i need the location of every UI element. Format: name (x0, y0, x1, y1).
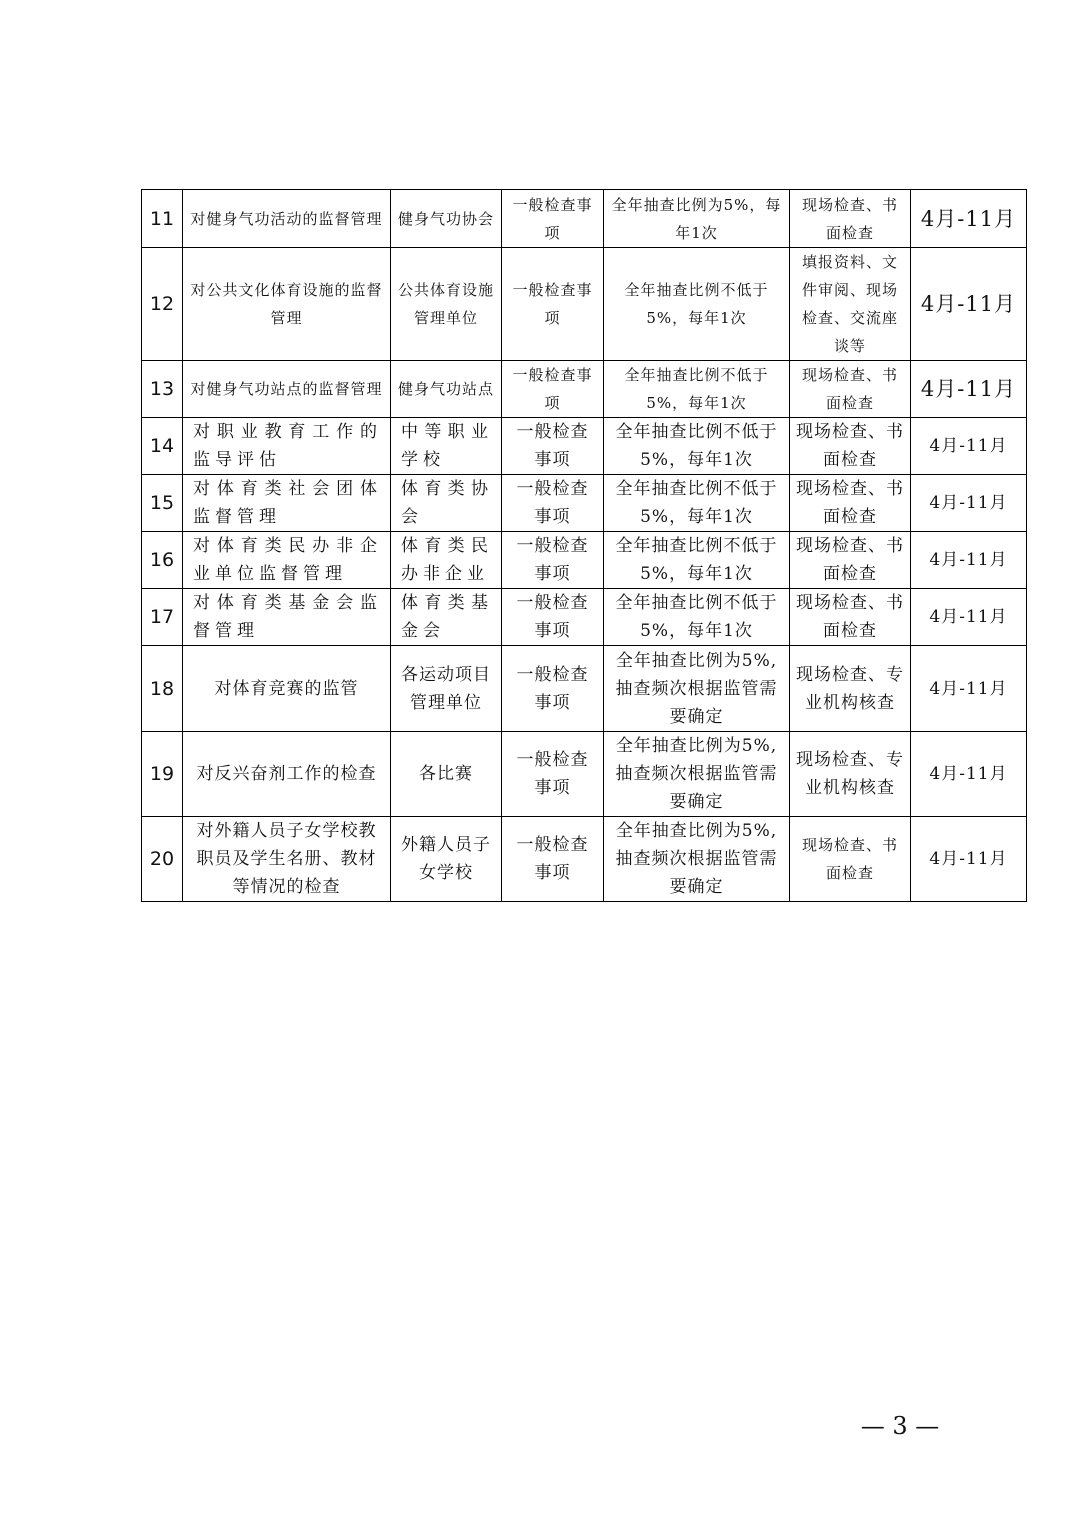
sampling-ratio: 全年抽查比例不低于5%，每年1次 (604, 418, 790, 475)
inspection-target: 外籍人员子女学校 (391, 817, 502, 902)
inspection-time: 4月-11月 (911, 532, 1027, 589)
sampling-ratio: 全年抽查比例为5%,抽查频次根据监管需要确定 (604, 646, 790, 732)
inspection-type: 一般检查事项 (502, 817, 604, 902)
inspection-method: 现场检查、书面检查 (790, 190, 911, 248)
table-row (142, 248, 1027, 361)
inspection-item: 对外籍人员子女学校教职员及学生名册、教材等情况的检查 (183, 817, 391, 902)
inspection-item: 对健身气功活动的监督管理 (183, 190, 391, 248)
inspection-method: 现场检查、书面检查 (790, 589, 911, 646)
sampling-ratio: 全年抽查比例为5%,抽查频次根据监管需要确定 (604, 817, 790, 902)
table-row (142, 361, 1027, 418)
inspection-method: 现场检查、书面检查 (790, 817, 911, 902)
inspection-time: 4月-11月 (911, 190, 1027, 248)
inspection-type: 一般检查事项 (502, 361, 604, 418)
row-number: 11 (142, 190, 183, 248)
row-number: 16 (142, 532, 183, 589)
row-number: 17 (142, 589, 183, 646)
inspection-item: 对职业教育工作的监导评估 (183, 418, 391, 475)
inspection-target: 各运动项目管理单位 (391, 646, 502, 732)
row-number: 14 (142, 418, 183, 475)
inspection-method: 现场检查、专业机构核查 (790, 646, 911, 732)
inspection-time: 4月-11月 (911, 732, 1027, 817)
row-number: 20 (142, 817, 183, 902)
table-row (142, 475, 1027, 532)
inspection-target: 各比赛 (391, 732, 502, 817)
table-row (142, 190, 1027, 248)
inspection-item: 对健身气功站点的监督管理 (183, 361, 391, 418)
inspection-item: 对体育竞赛的监管 (183, 646, 391, 732)
inspection-method: 现场检查、书面检查 (790, 532, 911, 589)
table-row (142, 817, 1027, 902)
row-number: 13 (142, 361, 183, 418)
inspection-table (141, 189, 1027, 902)
inspection-item: 对体育类社会团体监督管理 (183, 475, 391, 532)
row-number: 15 (142, 475, 183, 532)
inspection-item: 对反兴奋剂工作的检查 (183, 732, 391, 817)
inspection-type: 一般检查事项 (502, 732, 604, 817)
inspection-time: 4月-11月 (911, 589, 1027, 646)
inspection-type: 一般检查事项 (502, 589, 604, 646)
table-row (142, 589, 1027, 646)
sampling-ratio: 全年抽查比例为5%,抽查频次根据监管需要确定 (604, 732, 790, 817)
inspection-method: 现场检查、专业机构核查 (790, 732, 911, 817)
inspection-item: 对体育类基金会监督管理 (183, 589, 391, 646)
sampling-ratio: 全年抽查比例不低于5%，每年1次 (604, 475, 790, 532)
sampling-ratio: 全年抽查比例不低于5%，每年1次 (604, 589, 790, 646)
inspection-target: 体育类民办非企业 (391, 532, 502, 589)
sampling-ratio: 全年抽查比例不低于5%，每年1次 (604, 361, 790, 418)
sampling-ratio: 全年抽查比例不低于5%，每年1次 (604, 248, 790, 361)
inspection-method: 现场检查、书面检查 (790, 418, 911, 475)
inspection-method: 现场检查、书面检查 (790, 475, 911, 532)
inspection-time: 4月-11月 (911, 646, 1027, 732)
row-number: 18 (142, 646, 183, 732)
sampling-ratio: 全年抽查比例为5%，每年1次 (604, 190, 790, 248)
inspection-type: 一般检查事项 (502, 646, 604, 732)
inspection-item: 对体育类民办非企业单位监督管理 (183, 532, 391, 589)
inspection-time: 4月-11月 (911, 361, 1027, 418)
row-number: 12 (142, 248, 183, 361)
table-row (142, 732, 1027, 817)
inspection-target: 健身气功站点 (391, 361, 502, 418)
inspection-method: 填报资料、文件审阅、现场检查、交流座谈等 (790, 248, 911, 361)
table-row (142, 418, 1027, 475)
inspection-target: 中等职业学校 (391, 418, 502, 475)
inspection-target: 健身气功协会 (391, 190, 502, 248)
inspection-target: 体育类协会 (391, 475, 502, 532)
inspection-type: 一般检查事项 (502, 475, 604, 532)
inspection-method: 现场检查、书面检查 (790, 361, 911, 418)
page-number: — 3 — (860, 1412, 940, 1440)
inspection-type: 一般检查事项 (502, 248, 604, 361)
table-row (142, 646, 1027, 732)
inspection-time: 4月-11月 (911, 817, 1027, 902)
inspection-time: 4月-11月 (911, 418, 1027, 475)
table-row (142, 532, 1027, 589)
inspection-target: 公共体育设施管理单位 (391, 248, 502, 361)
inspection-type: 一般检查事项 (502, 190, 604, 248)
inspection-time: 4月-11月 (911, 248, 1027, 361)
inspection-item: 对公共文化体育设施的监督管理 (183, 248, 391, 361)
inspection-type: 一般检查事项 (502, 418, 604, 475)
row-number: 19 (142, 732, 183, 817)
inspection-time: 4月-11月 (911, 475, 1027, 532)
sampling-ratio: 全年抽查比例不低于5%，每年1次 (604, 532, 790, 589)
inspection-type: 一般检查事项 (502, 532, 604, 589)
inspection-target: 体育类基金会 (391, 589, 502, 646)
